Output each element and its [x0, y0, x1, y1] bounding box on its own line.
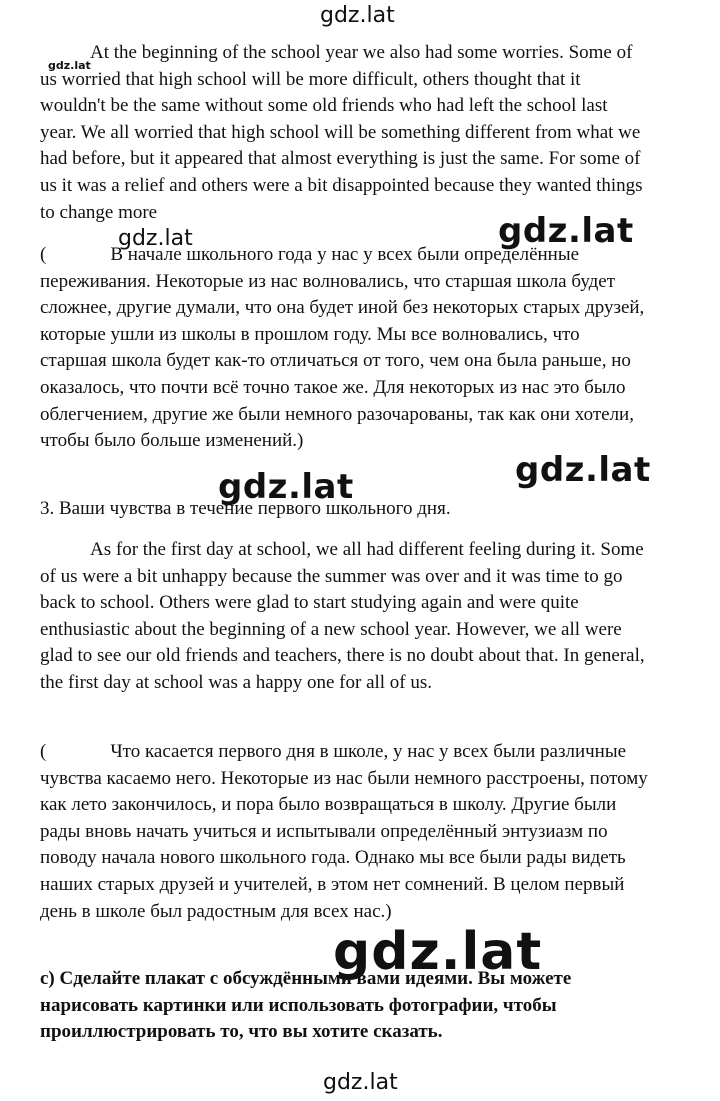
watermark-mid-right-2: gdz.lat — [515, 450, 651, 490]
paragraph-1-open-paren: ( — [40, 244, 47, 265]
watermark-bottom: gdz.lat — [323, 1070, 398, 1095]
paragraph-2-open-paren: ( — [40, 741, 47, 762]
heading-3: 3. Ваши чувства в течение первого школьного дня. — [40, 498, 451, 519]
watermark-center: gdz.lat — [218, 467, 354, 507]
paragraph-2-russian — [40, 739, 648, 925]
paragraph-2-english — [40, 537, 648, 697]
paragraph-2-english-text: As for the first day at school, we all had different feeling during it. Some of us were a bit unhappy because the summer was over and it was time to go back to school. Others were glad to start studying again and were quite enthusiastic about the beginning of a new school year. However, we all were glad to see our old friends and teachers, there is no doubt about that. In general, the first day at school was a happy one for all of us. — [40, 539, 645, 693]
watermark-small: gdz.lat — [48, 59, 91, 72]
paragraph-1-english-text: At the beginning of the school year we also had some worries. Some of us worried that high school will be more difficult, others thought that it wouldn't be the same without some old friends who had left the school last year. We all worried that high school will be something different from what we had before, but it appeared that almost everything is just the same. For some of us it was a relief and others were a bit disappointed because they wanted things to change more — [40, 42, 643, 223]
paragraph-1-russian-text: В начале школьного года у нас у всех были определённые переживания. Некоторые из нас волновались, что старшая школа будет сложнее, другие думали, что она будет иной без некоторых старых друзей, которые ушли из школы в прошлом году. Мы все волновались, что старшая школа будет как-то отличаться от того, чем она была раньше, но оказалось, что почти всё точно такое же. Для некоторых из нас это было облегчением, другие же были немного разочарованы, так как они хотели, чтобы было больше изменений.) — [40, 244, 645, 452]
watermark-mid-left: gdz.lat — [118, 226, 193, 251]
watermark-big: gdz.lat — [333, 922, 543, 982]
watermark-top: gdz.lat — [320, 3, 395, 28]
paragraph-1-russian — [40, 242, 648, 455]
task-c: c) Сделайте плакат с обсуждёнными вами идеями. Вы можете нарисовать картинки или использовать фотографии, чтобы проиллюстрировать то, что вы хотите сказать. — [40, 968, 572, 1043]
paragraph-2-russian-text: Что касается первого дня в школе, у нас у всех были различные чувства касаемо него. Некоторые из нас были немного расстроены, потому как лето закончилось, и пора было возвращаться в школу. Другие были рады вновь начать учиться и испытывали определённый энтузиазм по поводу начала нового школьного года. Однако мы все были рады видеть наших старых друзей и учителей, в этом нет сомнений. В целом первый день в школе был радостным для всех нас.) — [40, 741, 648, 922]
watermark-mid-right-1: gdz.lat — [498, 211, 634, 251]
paragraph-1-english — [40, 40, 648, 226]
